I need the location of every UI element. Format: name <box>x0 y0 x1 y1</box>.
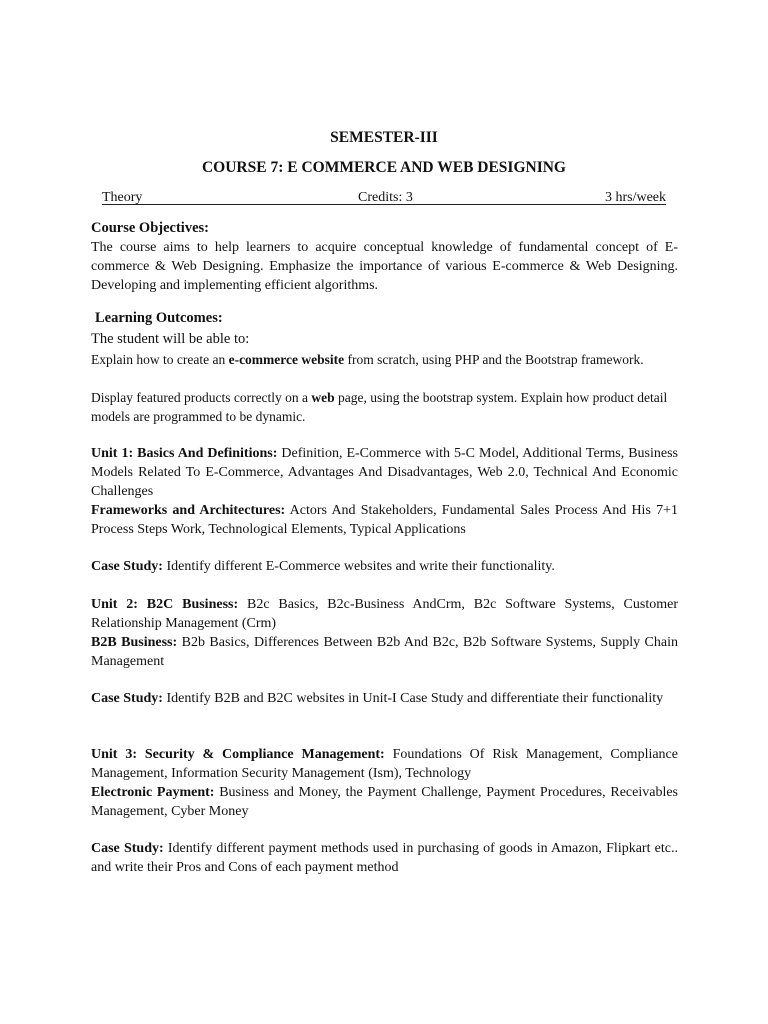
outcome-1-emphasis: e-commerce website <box>228 352 345 367</box>
case-study-3-text: Identify different payment methods used in purchasing of goods in Amazon, Flipkart etc.. and write their Pros and Cons of each payment method <box>91 841 678 875</box>
case-study-2 <box>91 689 678 708</box>
semester-heading: SEMESTER-III <box>330 129 438 146</box>
unit-1-title: Unit 1: Basics And Definitions: <box>91 446 278 461</box>
outcome-2 <box>91 388 678 426</box>
case-study-2-label: Case Study: <box>91 691 163 706</box>
outcomes-heading: Learning Outcomes: <box>95 310 223 326</box>
unit-1-paragraph <box>91 444 678 501</box>
unit-2-sub-text: B2b Basics, Differences Between B2b And B2c, B2b Software Systems, Supply Chain Management <box>91 635 678 669</box>
unit-1-sub-paragraph <box>91 501 678 539</box>
theory-label: Theory <box>102 190 143 205</box>
case-study-3-label: Case Study: <box>91 841 164 856</box>
objectives-text: The course aims to help learners to acquire conceptual knowledge of fundamental concept of E-commerce & Web Designing. Emphasize the importance of various E-commerce & Web Designing. Developing and implementing efficient algorithms. <box>91 240 678 293</box>
unit-2-text: B2c Basics, B2c-Business AndCrm, B2c Software Systems, Customer Relationship Management (Crm) <box>91 597 678 631</box>
unit-1-sub-text: Actors And Stakeholders, Fundamental Sales Process And His 7+1 Process Steps Work, Technological Elements, Typical Applications <box>91 503 678 537</box>
case-study-1 <box>91 557 678 576</box>
hours-label: 3 hrs/week <box>604 190 666 205</box>
unit-3-paragraph <box>91 745 678 783</box>
credits-label: Credits: 3 <box>358 190 413 205</box>
unit-3-sub-text: Business and Money, the Payment Challenge, Payment Procedures, Receivables Management, Cyber Money <box>91 785 678 819</box>
outcome-1-rest: from scratch, using PHP and the Bootstrap framework. <box>344 352 644 367</box>
unit-2-sub-title: B2B Business: <box>91 635 178 650</box>
unit-3-text: Foundations Of Risk Management, Compliance Management, Information Security Management (Ism), Technology <box>91 747 678 781</box>
unit-3-title: Unit 3: Security & Compliance Management: <box>91 747 385 762</box>
unit-2-sub-paragraph <box>91 633 678 671</box>
unit-2-paragraph <box>91 595 678 633</box>
unit-1-sub-title: Frameworks and Architectures: <box>91 503 286 518</box>
meta-underline <box>102 204 666 205</box>
outcome-2-rest: page, using the bootstrap system. Explain how product detail models are programmed to be dynamic. <box>91 390 668 424</box>
unit-3-sub-title: Electronic Payment: <box>91 785 215 800</box>
unit-1-text: Definition, E-Commerce with 5-C Model, Additional Terms, Business Models Related To E-Commerce, Advantages And Disadvantages, Web 2.0, Technical And Economic Challenges <box>91 446 678 499</box>
course-title: COURSE 7: E COMMERCE AND WEB DESIGNING <box>201 159 566 176</box>
outcome-1-text: Explain how to create an <box>91 352 229 367</box>
case-study-1-label: Case Study: <box>91 559 163 574</box>
objectives-heading: Course Objectives: <box>91 220 209 236</box>
unit-3-sub-paragraph <box>91 783 678 821</box>
case-study-1-text: Identify different E-Commerce websites and write their functionality. <box>162 559 555 574</box>
outcome-2-emphasis: web <box>311 390 335 405</box>
unit-2-title: Unit 2: B2C Business: <box>91 597 239 612</box>
case-study-2-text: Identify B2B and B2C websites in Unit-I Case Study and differentiate their functionality <box>162 691 664 706</box>
outcome-1 <box>91 350 678 369</box>
outcome-2-text: Display featured products correctly on a <box>91 390 312 405</box>
outcomes-intro: The student will be able to: <box>91 331 250 347</box>
case-study-3 <box>91 839 678 877</box>
